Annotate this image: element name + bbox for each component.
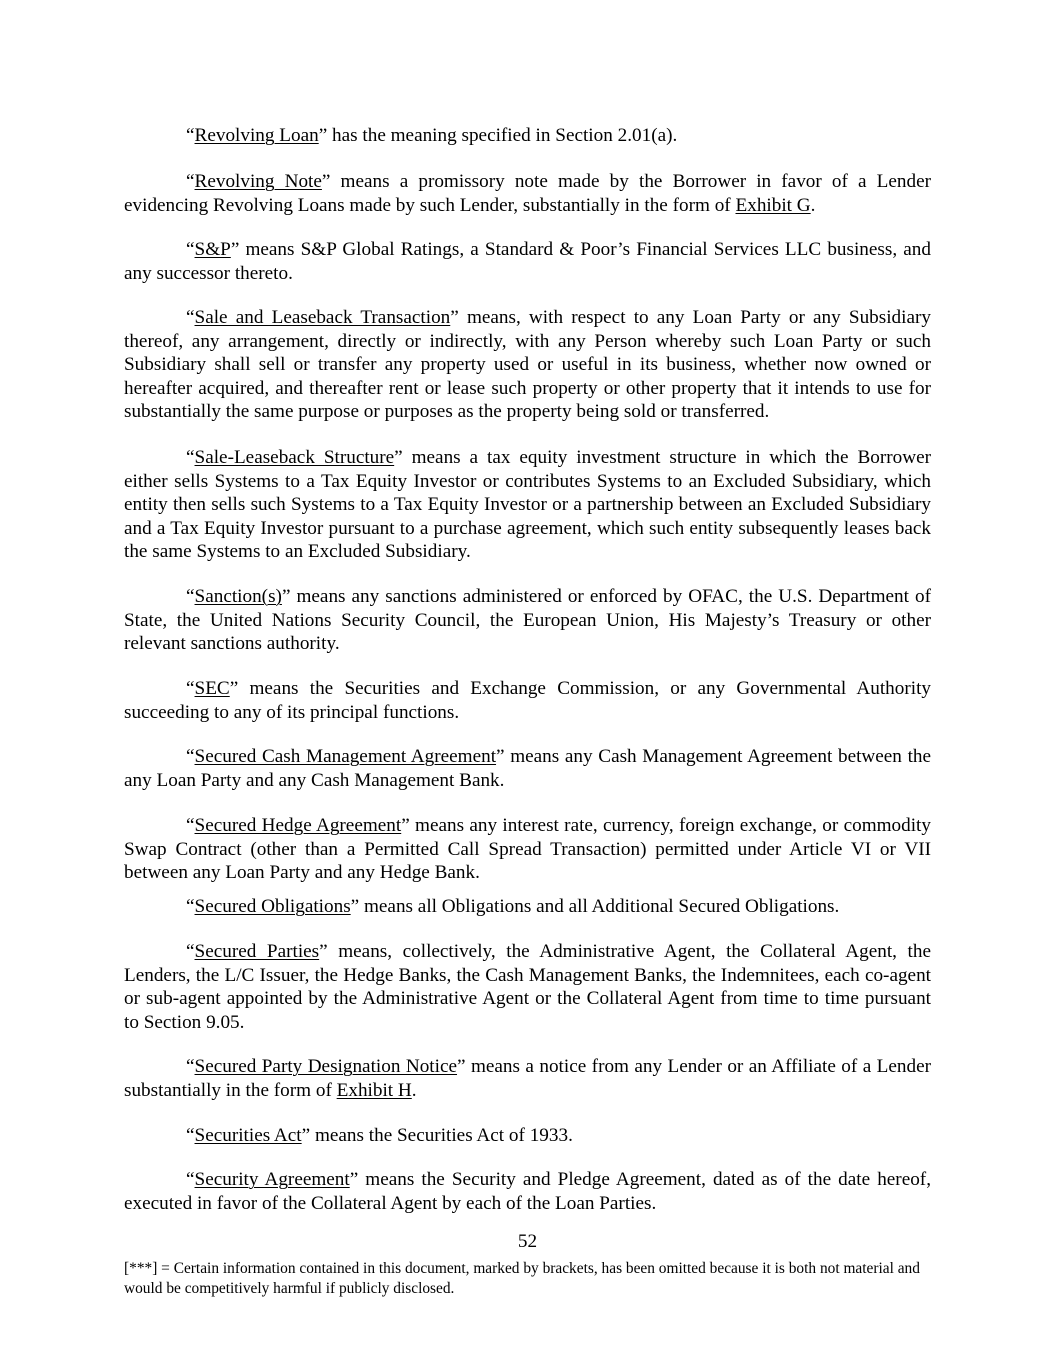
defined-term: Revolving Note [194,171,322,192]
definition-sanctions: “Sanction(s)” means any sanctions administered or enforced by OFAC, the U.S. Department of State, the United Nations Security Council, the European Union, His Majesty’s Treasury or other relevant sanctions authority. [124,586,931,655]
defined-term: Secured Obligations [194,896,351,917]
definition-sale-leaseback-structure: “Sale-Leaseback Structure” means a tax equity investment structure in which the Borrower either sells Systems to a Tax Equity Investor or contributes Systems to an Excluded Subsidiary, which entity then sells such Systems to a Tax Equity Investor or a partnership between an Excluded Subsidiary and a Tax Equity Investor pursuant to a purchase agreement, which such entity subsequently leases back the same Systems to an Excluded Subsidiary. [124,447,931,563]
defined-term: Secured Parties [194,941,320,962]
definition-text: ” has the meaning specified in Section 2.01(a). [318,125,678,146]
defined-term: Security Agreement [194,1169,350,1190]
definition-revolving-loan: “Revolving Loan” has the meaning specified in Section 2.01(a). [186,125,678,146]
exhibit-reference: Exhibit H [336,1079,412,1101]
definition-text: ” means, collectively, the Administrative Agent, the Collateral Agent, the Lenders, the L/C Issuer, the Hedge Banks, the Cash Management Banks, the Indemnitees, each co-agent or sub-agent appointed by the Administrative Agent or the Collateral Agent from time to time pursuant to Section 9.05. [124,941,931,1033]
definition-text: ” means a tax equity investment structure in which the Borrower either sells Systems to a Tax Equity Investor or contributes Systems to an Excluded Subsidiary, which entity then sells such Systems to a Tax Equity Investor or a partnership between an Excluded Subsidiary and a Tax Equity Investor pursuant to a purchase agreement, which such entity subsequently leases back the same Systems to an Excluded Subsidiary. [124,447,931,563]
definition-secured-parties: “Secured Parties” means, collectively, the Administrative Agent, the Collateral Agent, the Lenders, the L/C Issuer, the Hedge Banks, the Cash Management Banks, the Indemnitees, each co-agent or sub-agent appointed by the Administrative Agent or the Collateral Agent from time to time pursuant to Section 9.05. [124,941,931,1033]
definition-text: ” means any Cash Management Agreement between the any Loan Party and any Cash Management Bank. [124,746,932,791]
definition-sale-and-leaseback-transaction: “Sale and Leaseback Transaction” means, with respect to any Loan Party or any Subsidiary thereof, any arrangement, directly or indirectly, with any Person whereby such Loan Party or such Subsidiary shall sell or transfer any property used or useful in its business, whether now owned or hereafter acquired, and thereafter rent or lease such property or other property that it intends to use for substantially the same purpose or purposes as the property being sold or transferred. [124,307,931,423]
definition-security-agreement: “Security Agreement” means the Security and Pledge Agreement, dated as of the date hereof, executed in favor of the Collateral Agent by each of the Loan Parties. [124,1169,931,1214]
exhibit-reference: Exhibit G [735,194,811,216]
defined-term: Secured Cash Management Agreement [194,746,497,767]
defined-term: Sale-Leaseback Structure [194,447,395,468]
definition-secured-cash-management-agreement: “Secured Cash Management Agreement” means any Cash Management Agreement between the any Loan Party and any Cash Management Bank. [124,746,932,791]
defined-term: Sanction(s) [194,586,282,607]
definition-text: ” means, with respect to any Loan Party or any Subsidiary thereof, any arrangement, directly or indirectly, with any Person whereby such Loan Party or such Subsidiary shall sell or transfer any property used or useful in its business, whether now owned or hereafter acquired, and thereafter rent or lease such property or other property that it intends to use for substantially the same purpose or purposes as the property being sold or transferred. [124,307,931,423]
footnote: [***] = Certain information contained in this document, marked by brackets, has been omitted because it is both not material and would be competitively harmful if publicly disclosed. [124,1260,920,1297]
definition-sec: “SEC” means the Securities and Exchange Commission, or any Governmental Authority succeeding to any of its principal functions. [124,678,931,723]
definition-secured-hedge-agreement: “Secured Hedge Agreement” means any interest rate, currency, foreign exchange, or commodity Swap Contract (other than a Permitted Call Spread Transaction) permitted under Article VI or VII between any Loan Party and any Hedge Bank. [124,815,931,884]
definition-text: ” means any interest rate, currency, foreign exchange, or commodity Swap Contract (other than a Permitted Call Spread Transaction) permitted under Article VI or VII between any Loan Party and any Hedge Bank. [124,815,931,884]
defined-term: S&P [194,239,231,260]
defined-term: SEC [194,678,230,699]
definition-secured-party-designation-notice: “Secured Party Designation Notice” means a notice from any Lender or an Affiliate of a Lender substantially in the form of Exhibit H. [124,1056,932,1101]
definition-text: ” means a notice from any Lender or an Affiliate of a Lender substantially in the form of [124,1056,932,1101]
definition-text: ” means the Securities and Exchange Commission, or any Governmental Authority succeeding to any of its principal functions. [124,678,931,723]
definition-text: ” means a promissory note made by the Borrower in favor of a Lender evidencing Revolving Loans made by such Lender, substantially in the form of [124,171,931,216]
defined-term: Revolving Loan [194,125,319,146]
definition-text: ” means S&P Global Ratings, a Standard & Poor’s Financial Services LLC business, and any successor thereto. [124,239,931,284]
definition-sp: “S&P” means S&P Global Ratings, a Standard & Poor’s Financial Services LLC business, and any successor thereto. [124,239,931,284]
definition-text: ” means the Securities Act of 1933. [301,1125,573,1146]
definition-revolving-note: “Revolving Note” means a promissory note made by the Borrower in favor of a Lender evidencing Revolving Loans made by such Lender, substantially in the form of Exhibit G. [124,171,931,216]
defined-term: Secured Hedge Agreement [194,815,402,836]
definition-text: ” means the Security and Pledge Agreement, dated as of the date hereof, executed in favor of the Collateral Agent by each of the Loan Parties. [124,1169,931,1214]
definition-text: ” means all Obligations and all Additional Secured Obligations. [350,896,840,917]
definition-securities-act: “Securities Act” means the Securities Act of 1933. [186,1125,573,1146]
defined-term: Secured Party Designation Notice [194,1056,458,1077]
defined-term: Sale and Leaseback Transaction [194,307,451,328]
defined-term: Securities Act [194,1125,302,1146]
definition-text: ” means any sanctions administered or enforced by OFAC, the U.S. Department of State, the United Nations Security Council, the European Union, His Majesty’s Treasury or other relevant sanctions authority. [124,586,931,655]
definition-secured-obligations: “Secured Obligations” means all Obligations and all Additional Secured Obligations. [186,896,840,917]
page-number: 52 [517,1231,538,1252]
